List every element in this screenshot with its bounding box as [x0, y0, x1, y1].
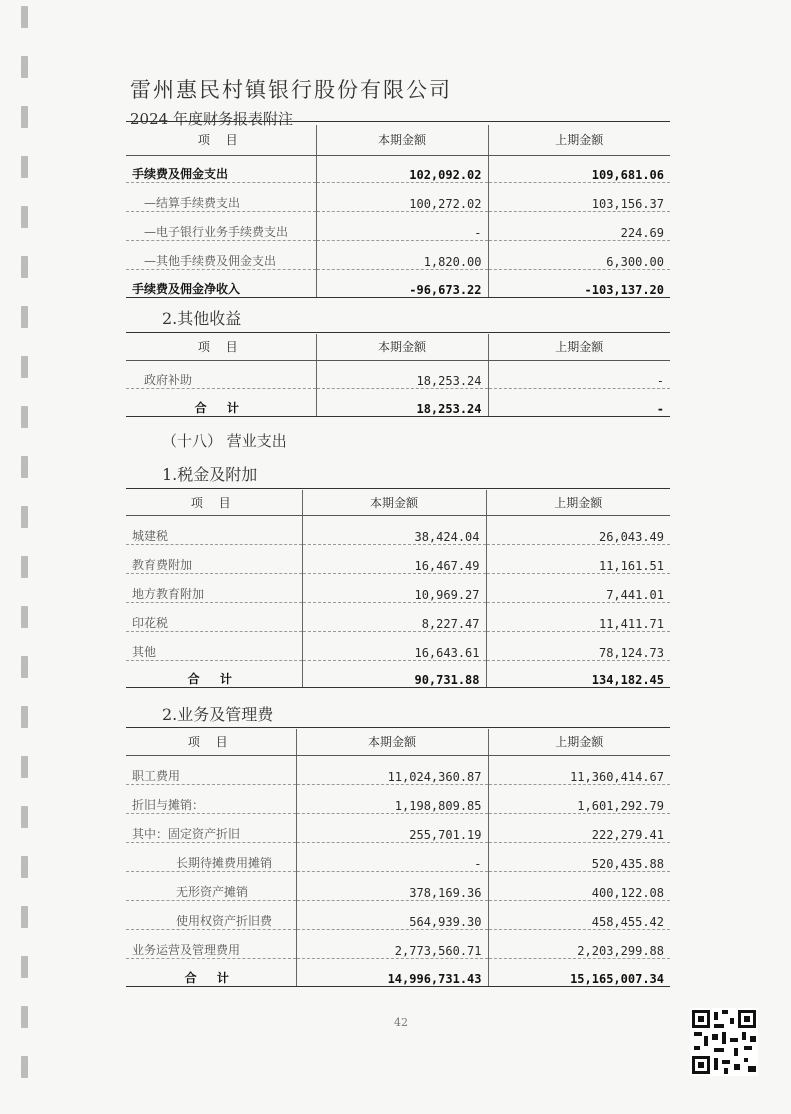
- row-current-value: 378,169.36: [296, 871, 488, 900]
- row-label: 合 计: [126, 958, 296, 986]
- table-row: [126, 515, 670, 544]
- table-row: [126, 388, 670, 416]
- row-current-value: 1,820.00: [316, 240, 488, 269]
- row-current-value: 38,424.04: [302, 515, 486, 544]
- section-title-admin-expenses: 2.业务及管理费: [162, 705, 274, 724]
- row-current-value: 255,701.19: [296, 813, 488, 842]
- table-row: [126, 269, 670, 297]
- row-label: 合 计: [126, 388, 316, 416]
- row-label: 城建税: [126, 515, 302, 544]
- other-income-table: [126, 334, 670, 417]
- row-current-value: -: [296, 842, 488, 871]
- row-current-value: -96,673.22: [316, 269, 488, 297]
- row-previous-value: 1,601,292.79: [488, 784, 670, 813]
- table-header-row: [126, 490, 670, 515]
- row-previous-value: 103,156.37: [488, 182, 670, 211]
- row-current-value: 102,092.02: [316, 155, 488, 182]
- binding-edge: [18, 0, 34, 1114]
- admin-expenses-table: [126, 729, 670, 987]
- row-previous-value: 7,441.01: [486, 573, 670, 602]
- row-label: —电子银行业务手续费支出: [126, 211, 316, 240]
- row-current-value: 18,253.24: [316, 388, 488, 416]
- row-label: 政府补助: [126, 360, 316, 388]
- table-row: [126, 929, 670, 958]
- table-row: [126, 958, 670, 986]
- table-header-row: [126, 334, 670, 360]
- table-row: [126, 871, 670, 900]
- row-previous-value: 6,300.00: [488, 240, 670, 269]
- col-header-current: 本期金额: [302, 490, 486, 515]
- company-name: 雷州惠民村镇银行股份有限公司: [130, 78, 452, 102]
- row-previous-value: 458,455.42: [488, 900, 670, 929]
- row-previous-value: 400,122.08: [488, 871, 670, 900]
- col-header-previous: 上期金额: [488, 125, 670, 155]
- report-subtitle: 2024 年度财务报表附注: [130, 110, 293, 128]
- row-previous-value: 224.69: [488, 211, 670, 240]
- row-current-value: 11,024,360.87: [296, 755, 488, 784]
- table-header-row: [126, 729, 670, 755]
- row-current-value: 8,227.47: [302, 602, 486, 631]
- table-row: [126, 660, 670, 687]
- table-row: [126, 155, 670, 182]
- table-row: [126, 842, 670, 871]
- row-current-value: 564,939.30: [296, 900, 488, 929]
- row-label: 业务运营及管理费用: [126, 929, 296, 958]
- row-label: 长期待摊费用摊销: [126, 842, 296, 871]
- row-label: —结算手续费支出: [126, 182, 316, 211]
- section-title-other-income: 2.其他收益: [162, 309, 242, 328]
- header-rule: [126, 121, 670, 122]
- row-current-value: 1,198,809.85: [296, 784, 488, 813]
- col-header-item: 项 目: [126, 125, 316, 155]
- row-current-value: 90,731.88: [302, 660, 486, 687]
- row-current-value: 14,996,731.43: [296, 958, 488, 986]
- row-label: 折旧与摊销：: [126, 784, 296, 813]
- row-label: 教育费附加: [126, 544, 302, 573]
- row-label: 其中：固定资产折旧: [126, 813, 296, 842]
- col-header-current: 本期金额: [316, 125, 488, 155]
- col-header-item: 项 目: [126, 729, 296, 755]
- table-row: [126, 544, 670, 573]
- row-label: 手续费及佣金支出: [126, 155, 316, 182]
- section-rule: [126, 727, 670, 728]
- row-current-value: 18,253.24: [316, 360, 488, 388]
- tax-surcharge-table: [126, 490, 670, 688]
- row-previous-value: 11,161.51: [486, 544, 670, 573]
- col-header-item: 项 目: [126, 334, 316, 360]
- row-previous-value: 520,435.88: [488, 842, 670, 871]
- row-current-value: 100,272.02: [316, 182, 488, 211]
- heading-operating-expenses: （十八） 营业支出: [162, 432, 287, 450]
- table-row: [126, 573, 670, 602]
- col-header-previous: 上期金额: [488, 729, 670, 755]
- row-previous-value: 11,411.71: [486, 602, 670, 631]
- row-previous-value: 11,360,414.67: [488, 755, 670, 784]
- section-title-taxes: 1.税金及附加: [162, 465, 258, 484]
- row-label: 印花税: [126, 602, 302, 631]
- table-row: [126, 755, 670, 784]
- table-row: [126, 211, 670, 240]
- table-header-row: [126, 125, 670, 155]
- row-label: 无形资产摊销: [126, 871, 296, 900]
- row-previous-value: 134,182.45: [486, 660, 670, 687]
- table-row: [126, 813, 670, 842]
- row-current-value: -: [316, 211, 488, 240]
- row-label: 地方教育附加: [126, 573, 302, 602]
- row-label: 其他: [126, 631, 302, 660]
- row-label: 职工费用: [126, 755, 296, 784]
- row-previous-value: 109,681.06: [488, 155, 670, 182]
- table-row: [126, 631, 670, 660]
- row-label: —其他手续费及佣金支出: [126, 240, 316, 269]
- col-header-current: 本期金额: [316, 334, 488, 360]
- row-current-value: 16,643.61: [302, 631, 486, 660]
- row-previous-value: 78,124.73: [486, 631, 670, 660]
- table-row: [126, 182, 670, 211]
- row-previous-value: -: [488, 360, 670, 388]
- section-rule: [126, 488, 670, 489]
- col-header-previous: 上期金额: [486, 490, 670, 515]
- table-row: [126, 784, 670, 813]
- row-current-value: 16,467.49: [302, 544, 486, 573]
- row-current-value: 10,969.27: [302, 573, 486, 602]
- row-label: 手续费及佣金净收入: [126, 269, 316, 297]
- page-number: 42: [394, 1016, 408, 1029]
- section-rule: [126, 332, 670, 333]
- table-row: [126, 360, 670, 388]
- table-row: [126, 900, 670, 929]
- row-label: 合 计: [126, 660, 302, 687]
- row-previous-value: -: [488, 388, 670, 416]
- table-row: [126, 240, 670, 269]
- table-row: [126, 602, 670, 631]
- row-current-value: 2,773,560.71: [296, 929, 488, 958]
- row-previous-value: 222,279.41: [488, 813, 670, 842]
- col-header-item: 项 目: [126, 490, 302, 515]
- row-previous-value: 2,203,299.88: [488, 929, 670, 958]
- row-previous-value: 15,165,007.34: [488, 958, 670, 986]
- col-header-previous: 上期金额: [488, 334, 670, 360]
- row-previous-value: 26,043.49: [486, 515, 670, 544]
- fee-commission-table: [126, 125, 670, 298]
- row-label: 使用权资产折旧费: [126, 900, 296, 929]
- row-previous-value: -103,137.20: [488, 269, 670, 297]
- col-header-current: 本期金额: [296, 729, 488, 755]
- qr-code-icon: [690, 1008, 758, 1076]
